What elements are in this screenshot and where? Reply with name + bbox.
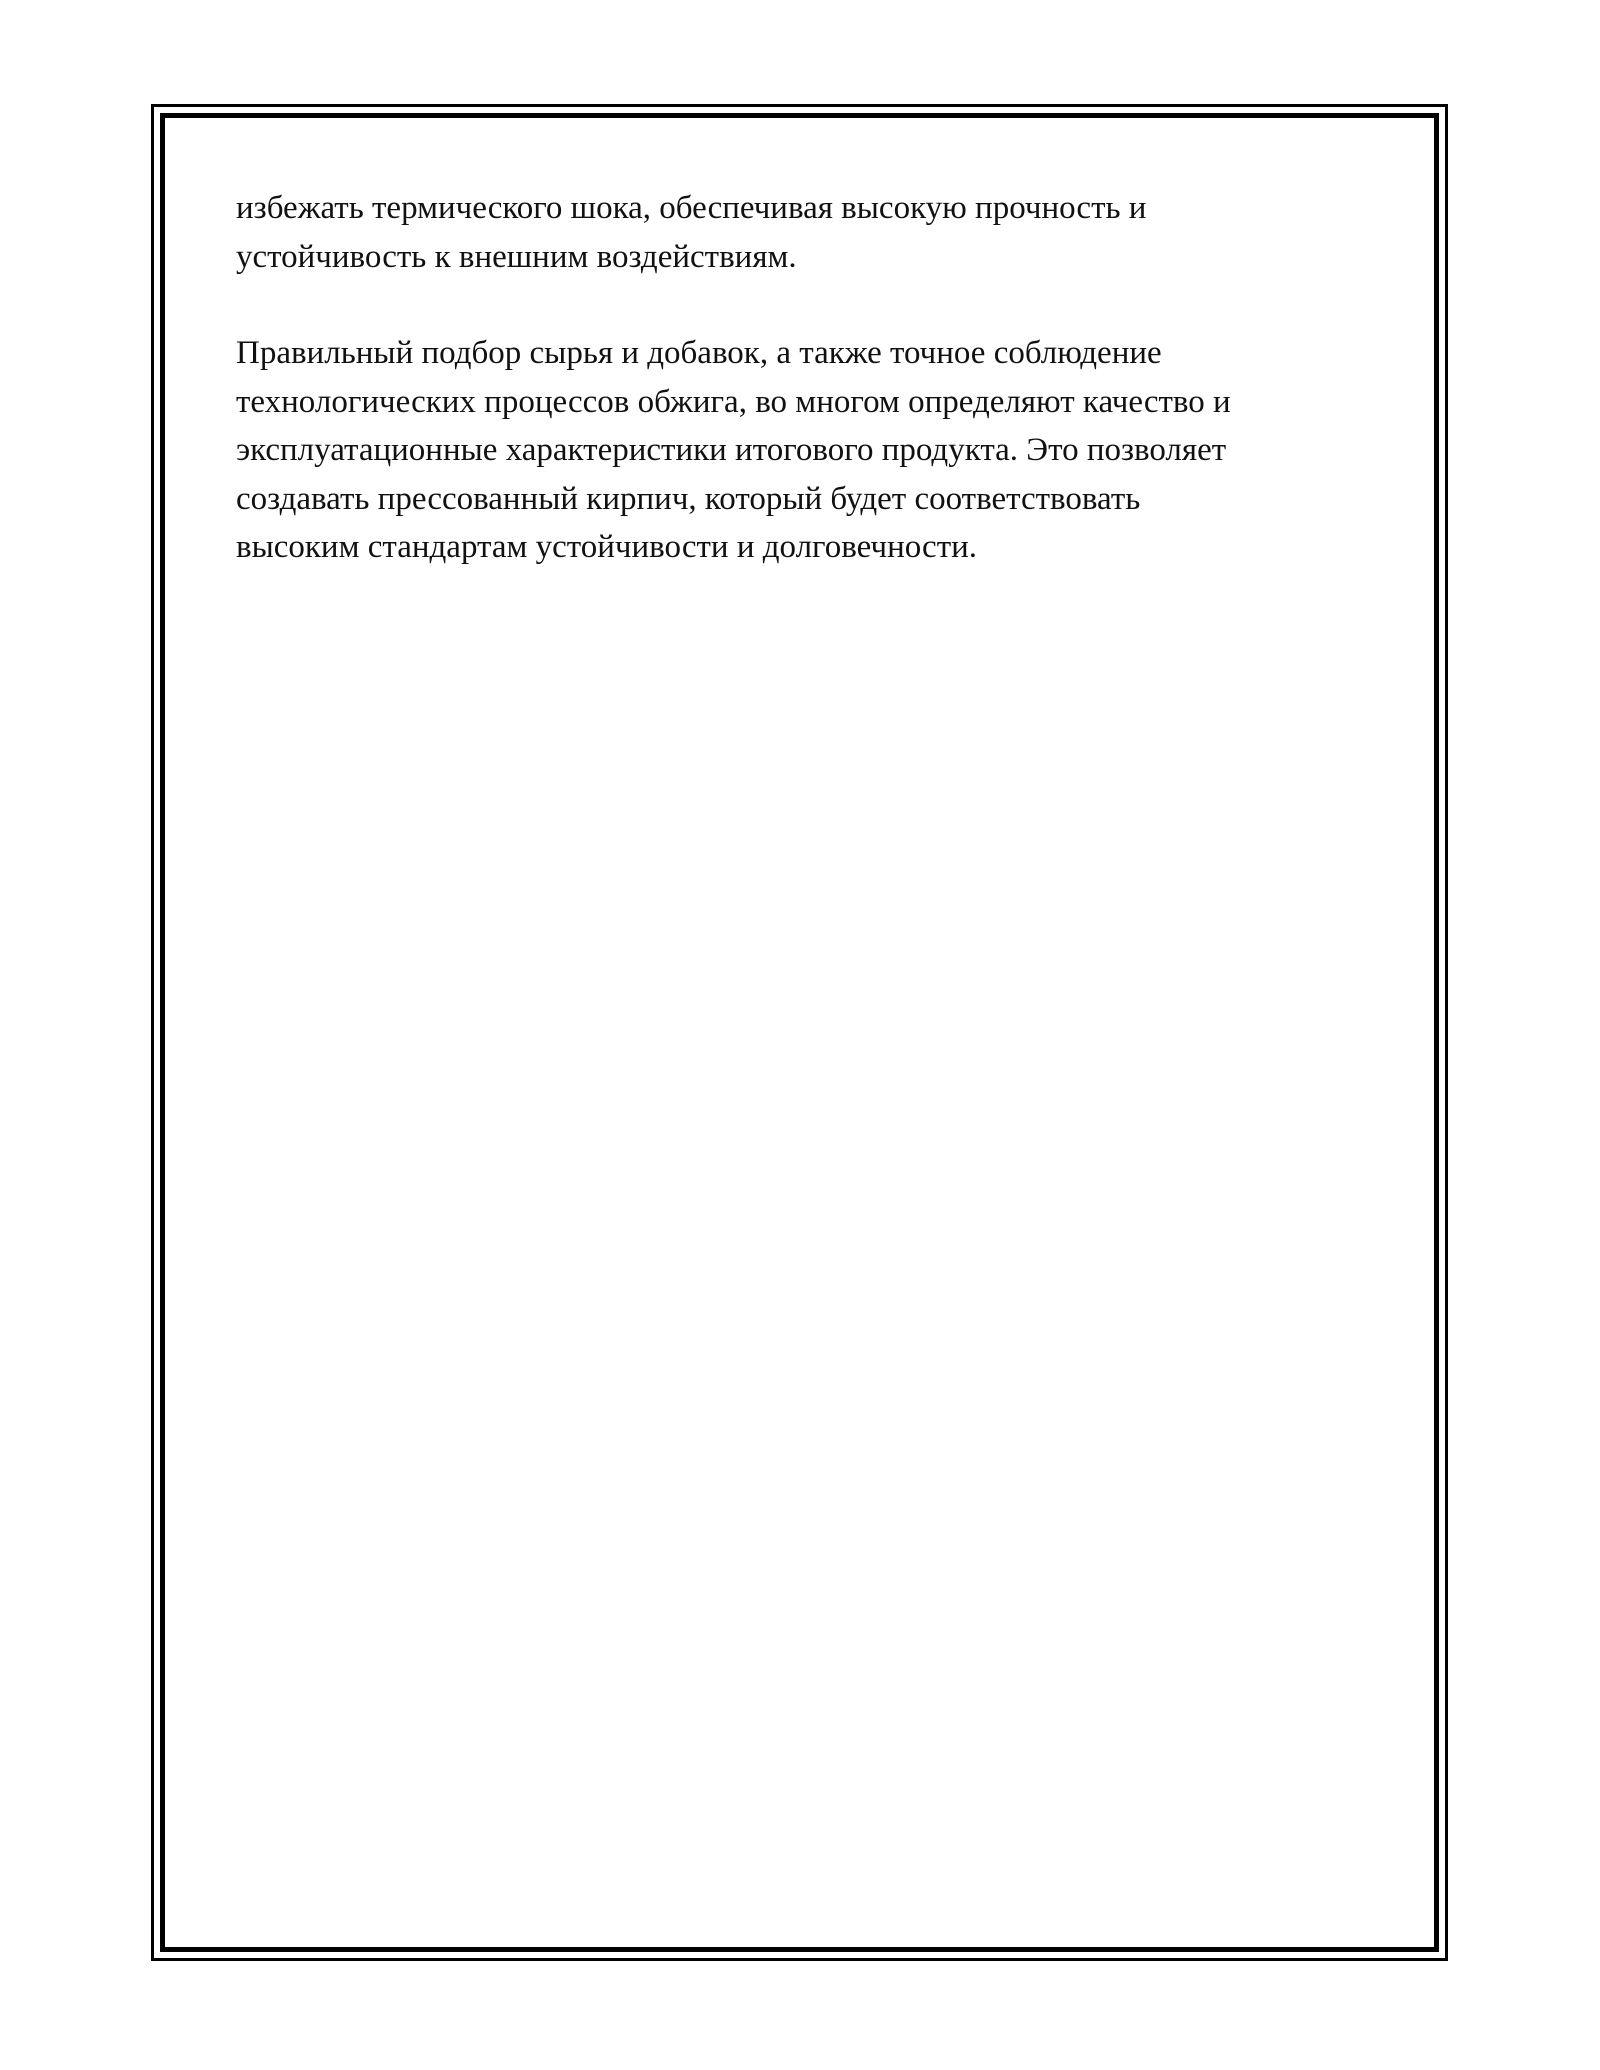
paragraph-2: Правильный подбор сырья и добавок, а также точное соблюдение технологических процессов обжига, во многом определяют качество и эксплуатационные характеристики итогового продукта. Это позволяет создавать прессованный кирпич, который будет соответствовать высоким стандартам устойчивости и долговечности. <box>236 335 1231 565</box>
paragraph-1: избежать термического шока, обеспечивая высокую прочность и устойчивость к внешним воздействиям. <box>236 190 1147 275</box>
document-body <box>236 184 1366 572</box>
